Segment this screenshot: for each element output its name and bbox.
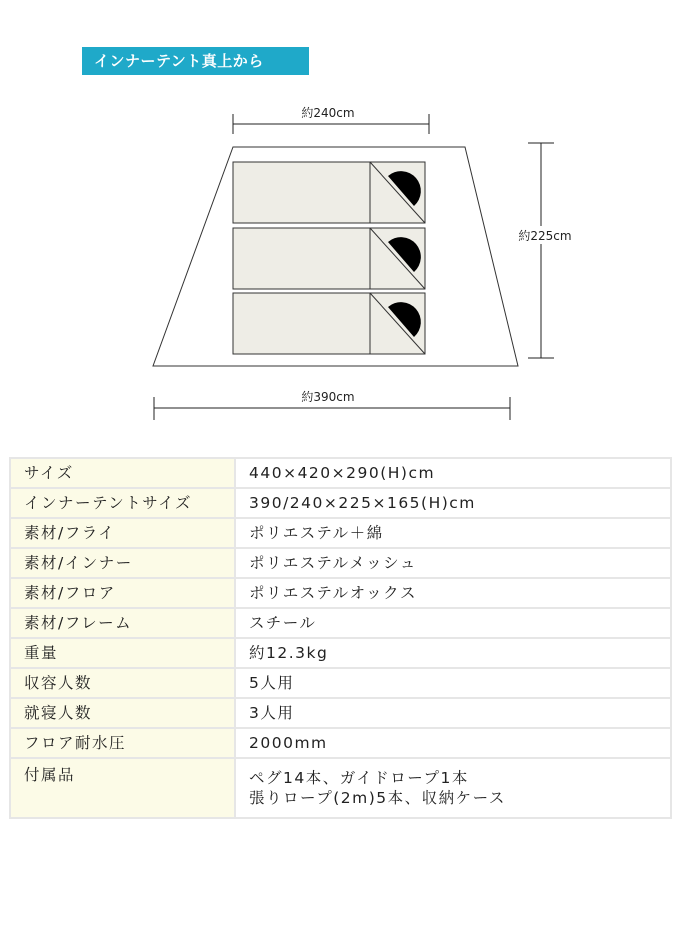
spec-label: サイズ	[10, 458, 235, 488]
depth-label: 約225cm	[518, 229, 572, 243]
sleeping-bag	[233, 162, 425, 223]
spec-value	[235, 548, 671, 578]
spec-value	[235, 458, 671, 488]
spec-value-line: 390/240×225×165(H)cm	[249, 493, 476, 512]
spec-value	[235, 608, 671, 638]
section-title-banner: インナーテント真上から	[82, 47, 309, 75]
spec-value-line: 張りロープ(2m)5本、収納ケース	[249, 789, 506, 807]
spec-value	[235, 668, 671, 698]
top-width-label: 約240cm	[301, 106, 355, 120]
bottom-width-label: 約390cm	[301, 390, 355, 404]
spec-label: フロア耐水圧	[10, 728, 235, 758]
spec-row	[10, 758, 671, 818]
spec-label: 収容人数	[10, 668, 235, 698]
spec-row	[10, 518, 671, 548]
spec-value-line: 5人用	[249, 673, 295, 692]
spec-label: 付属品	[10, 758, 235, 818]
bottom-width-dimension	[154, 390, 510, 420]
spec-value-line: 2000mm	[249, 733, 328, 752]
spec-label: 素材/フロア	[10, 578, 235, 608]
spec-value	[235, 488, 671, 518]
spec-value	[235, 638, 671, 668]
spec-value	[235, 758, 671, 818]
spec-value	[235, 578, 671, 608]
sleeping-bag	[233, 293, 425, 354]
spec-label: 就寝人数	[10, 698, 235, 728]
spec-row	[10, 548, 671, 578]
spec-row	[10, 458, 671, 488]
spec-value-line: ポリエステルメッシュ	[249, 553, 417, 572]
depth-dimension	[510, 143, 580, 358]
spec-value	[235, 518, 671, 548]
sleeping-bag	[233, 228, 425, 289]
spec-row	[10, 608, 671, 638]
spec-label: 素材/フライ	[10, 518, 235, 548]
spec-value-line: ポリエステル＋綿	[249, 523, 384, 542]
inner-tent-top-view-diagram	[0, 0, 680, 440]
spec-value-line: 約12.3kg	[249, 643, 329, 662]
spec-value-line: ペグ14本、ガイドロープ1本	[249, 768, 469, 787]
spec-row	[10, 668, 671, 698]
spec-table	[9, 457, 672, 819]
spec-row	[10, 578, 671, 608]
spec-row	[10, 698, 671, 728]
spec-label: 重量	[10, 638, 235, 668]
spec-value	[235, 698, 671, 728]
top-width-dimension	[233, 106, 429, 134]
spec-label: 素材/インナー	[10, 548, 235, 578]
spec-value-line: 3人用	[249, 703, 295, 722]
spec-row	[10, 728, 671, 758]
spec-value	[235, 728, 671, 758]
spec-label: インナーテントサイズ	[10, 488, 235, 518]
spec-value-line: スチール	[249, 613, 317, 632]
spec-value-line: ポリエステルオックス	[249, 583, 417, 602]
spec-row	[10, 488, 671, 518]
spec-row	[10, 638, 671, 668]
spec-label: 素材/フレーム	[10, 608, 235, 638]
spec-value-line: 440×420×290(H)cm	[249, 463, 436, 482]
